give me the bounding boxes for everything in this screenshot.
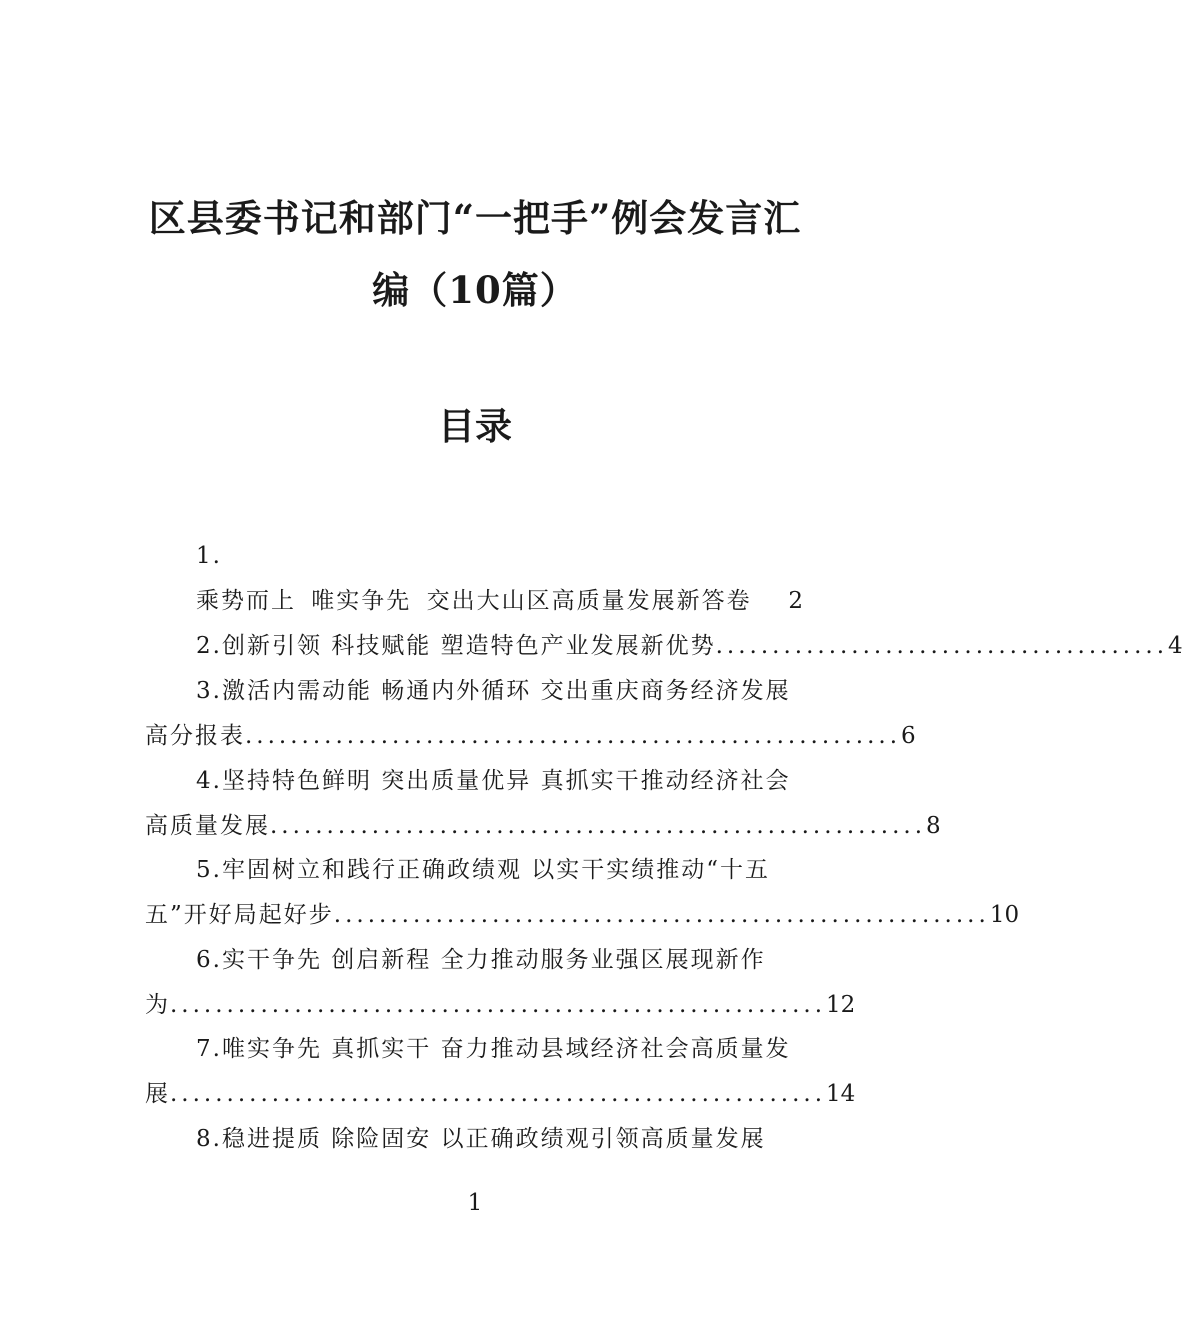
toc-item-7-page: 14	[826, 1081, 856, 1107]
toc-item-2[interactable]	[196, 631, 1183, 661]
toc-item-3-line1[interactable]: 3.激活内需动能 畅通内外循环 交出重庆商务经济发展	[196, 678, 791, 704]
document-title-line-1: 区县委书记和部门“一把手”例会发言汇	[148, 196, 802, 240]
toc-item-8-line1[interactable]: 8.稳进提质 除险固安 以正确政绩观引领高质量发展	[196, 1126, 766, 1152]
toc-item-1-number[interactable]: 1.	[196, 543, 222, 569]
toc-item-4-line1[interactable]: 4.坚持特色鲜明 突出质量优异 真抓实干推动经济社会	[196, 768, 791, 794]
toc-item-4-text: 高质量发展	[145, 813, 270, 839]
toc-item-7-text: 展	[145, 1081, 170, 1107]
toc-item-6-line1[interactable]: 6.实干争先 创启新程 全力推动服务业强区展现新作	[196, 947, 766, 973]
toc-item-6-page: 12	[826, 992, 856, 1018]
toc-item-4-page: 8	[926, 813, 941, 839]
toc-item-5-line2[interactable]	[145, 900, 1020, 930]
toc-item-4-leader: ..........................................................	[270, 813, 927, 839]
toc-item-4-line2[interactable]	[145, 811, 941, 841]
toc-item-7-line2[interactable]	[145, 1079, 856, 1109]
toc-item-2-page: 4	[1168, 633, 1183, 659]
toc-item-5-page: 10	[989, 902, 1020, 928]
toc-item-6-line2[interactable]	[145, 990, 856, 1020]
toc-item-3-page: 6	[901, 723, 916, 749]
toc-item-6-leader: ..........................................................	[170, 992, 827, 1018]
page-number: 1	[467, 1190, 483, 1216]
toc-item-7-line1[interactable]: 7.唯实争先 真抓实干 奋力推动县域经济社会高质量发	[196, 1036, 791, 1062]
toc-heading: 目录	[438, 404, 512, 448]
toc-item-5-line1[interactable]: 5.牢固树立和践行正确政绩观 以实干实绩推动“十五	[196, 857, 771, 883]
document-title-line-2: 编（10篇）	[372, 268, 578, 312]
toc-item-1[interactable]	[196, 586, 805, 616]
toc-item-3-line2[interactable]	[145, 721, 916, 751]
toc-item-2-text: 2.创新引领 科技赋能 塑造特色产业发展新优势	[196, 633, 716, 659]
toc-item-5-text: 五”开好局起好步	[145, 902, 334, 928]
toc-item-1-page: 2	[788, 588, 805, 614]
toc-item-7-leader: ..........................................................	[170, 1081, 827, 1107]
toc-item-6-text: 为	[145, 992, 170, 1018]
toc-item-2-leader: ........................................	[715, 633, 1169, 659]
toc-item-5-leader: ..........................................................	[333, 902, 990, 928]
toc-item-3-text: 高分报表	[145, 723, 245, 749]
toc-item-3-leader: ..........................................................	[245, 723, 902, 749]
toc-item-1-text: 乘势而上 唯实争先 交出大山区高质量发展新答卷	[196, 588, 752, 614]
